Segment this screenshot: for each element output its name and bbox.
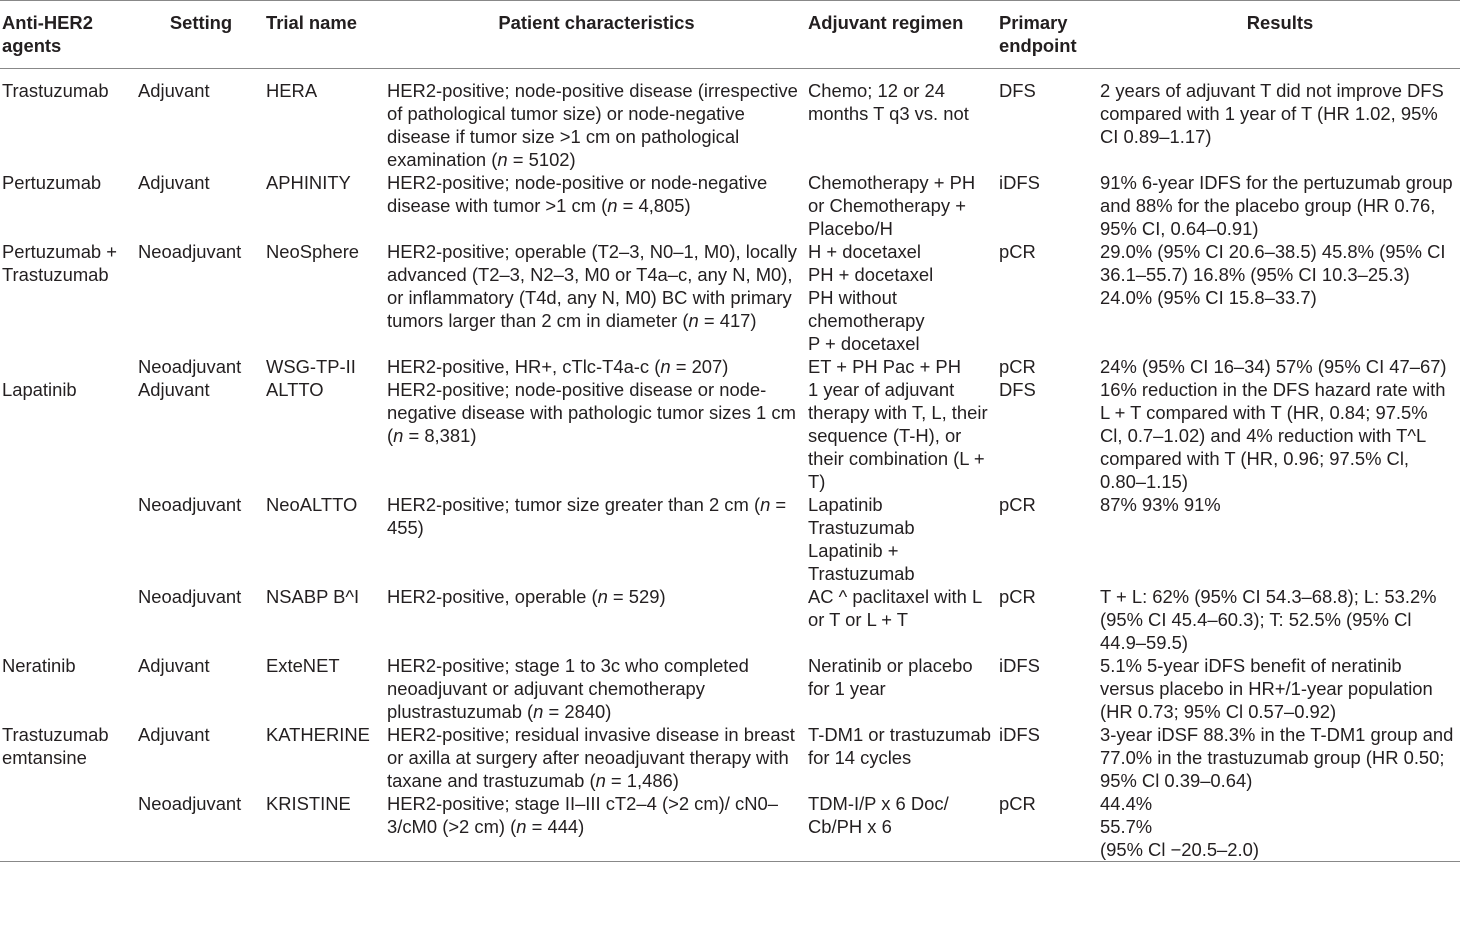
table-header (0, 1, 1460, 69)
cell-results: 16% reduction in the DFS hazard rate with L + T compared with T (HR, 0.84; 97.5% Cl, 0.7–1.02) and 4% reduction with T^L compared with T (HR, 0.96; 97.5% Cl, 0.80–1.15) (1100, 379, 1446, 492)
cell-agent: Lapatinib (2, 379, 77, 400)
cell-trial: ExteNET (266, 655, 340, 676)
cell-patients: HER2-positive; node-positive disease or node-negative disease with pathologic tumor sizes 1 cm (n = 8,381) (387, 379, 796, 446)
header-patients: Patient characteristics (385, 1, 806, 69)
cell-regimen: Chemo; 12 or 24 months T q3 vs. not (808, 80, 969, 124)
cell-patients: HER2-positive; stage 1 to 3c who completed neoadjuvant or adjuvant chemotherapy plustrastuzumab (n = 2840) (387, 655, 749, 722)
cell-endpoint: iDFS (999, 724, 1040, 745)
table-row (0, 355, 1460, 378)
table-row (0, 585, 1460, 654)
cell-trial: APHINITY (266, 172, 351, 193)
cell-endpoint: pCR (999, 586, 1036, 607)
cell-patients: HER2-positive; stage II–III cT2–4 (>2 cm)/ cN0–3/cM0 (>2 cm) (n = 444) (385, 792, 806, 862)
cell-results: 29.0% (95% CI 20.6–38.5) 45.8% (95% CI 36.1–55.7) 16.8% (95% CI 10.3–25.3) 24.0% (95% CI 15.8–33.7) (1100, 241, 1446, 308)
cell-results: 87% 93% 91% (1100, 494, 1221, 515)
header-setting: Setting (136, 1, 264, 69)
cell-endpoint: pCR (999, 241, 1036, 262)
cell-endpoint: iDFS (999, 172, 1040, 193)
table-row (0, 493, 1460, 585)
cell-patients: HER2-positive; node-positive disease (irrespective of pathological tumor size) or node-negative disease if tumor size >1 cm on pathological examination (n = 5102) (387, 80, 798, 170)
cell-trial: NSABP B^I (266, 586, 360, 607)
cell-trial: NeoALTTO (266, 494, 358, 515)
cell-endpoint: pCR (999, 356, 1036, 377)
cell-endpoint: DFS (999, 379, 1036, 400)
cell-trial: WSG-TP-II (266, 356, 356, 377)
cell-trial: HERA (266, 80, 318, 101)
cell-setting: Neoadjuvant (138, 494, 242, 515)
header-results: Results (1098, 1, 1460, 69)
cell-agent: Trastuzumab emtansine (2, 724, 109, 768)
cell-regimen: T-DM1 or trastuzumab for 14 cycles (808, 724, 991, 768)
cell-agent (0, 792, 136, 862)
cell-trial: KATHERINE (266, 724, 370, 745)
cell-endpoint: pCR (997, 792, 1098, 862)
cell-regimen: Neratinib or placebo for 1 year (808, 655, 973, 699)
cell-trial: NeoSphere (266, 241, 360, 262)
cell-endpoint: pCR (999, 494, 1036, 515)
header-regimen: Adjuvant regimen (806, 1, 997, 69)
cell-agent (0, 493, 136, 585)
cell-patients: HER2-positive, HR+, cTlc-T4a-c (n = 207) (387, 356, 729, 377)
table-row (0, 654, 1460, 723)
cell-patients: HER2-positive; operable (T2–3, N0–1, M0), locally advanced (T2–3, N2–3, M0 or T4a–c, any N, M0), or inflammatory (T4d, any N, M0) BC with primary tumors larger than 2 cm in diameter (n = 417) (387, 241, 797, 331)
cell-agent: Neratinib (2, 655, 76, 676)
cell-setting: Adjuvant (138, 655, 210, 676)
table-row (0, 378, 1460, 493)
cell-setting: Adjuvant (138, 379, 210, 400)
cell-regimen: 1 year of adjuvant therapy with T, L, their sequence (T-H), or their combination (L + T) (808, 379, 988, 492)
table-row (0, 723, 1460, 792)
cell-regimen: ET + PH Pac + PH (808, 356, 961, 377)
cell-results: 44.4% 55.7% (95% Cl −20.5–2.0) (1098, 792, 1460, 862)
cell-results: 24% (95% CI 16–34) 57% (95% CI 47–67) (1100, 356, 1447, 377)
cell-results: 91% 6-year IDFS for the pertuzumab group and 88% for the placebo group (HR 0.76, 95% CI, 0.64–0.91) (1100, 172, 1453, 239)
header-endpoint: Primary endpoint (997, 1, 1098, 69)
cell-patients: HER2-positive; tumor size greater than 2 cm (n = 455) (387, 494, 787, 538)
cell-regimen: AC ^ paclitaxel with L or T or L + T (808, 586, 982, 630)
cell-regimen: H + docetaxel PH + docetaxel PH without chemotherapy P + docetaxel (808, 241, 934, 354)
cell-regimen: TDM-I/P x 6 Doc/ Cb/PH x 6 (806, 792, 997, 862)
cell-results: 2 years of adjuvant T did not improve DFS compared with 1 year of T (HR 1.02, 95% CI 0.89–1.17) (1100, 80, 1444, 147)
cell-agent: Pertuzumab (2, 172, 102, 193)
cell-setting: Neoadjuvant (138, 356, 242, 377)
cell-agent (0, 585, 136, 654)
table-row (0, 240, 1460, 355)
cell-setting: Adjuvant (138, 172, 210, 193)
cell-setting: Neoadjuvant (138, 586, 242, 607)
cell-trial: KRISTINE (264, 792, 385, 862)
cell-patients: HER2-positive, operable (n = 529) (387, 586, 666, 607)
cell-patients: HER2-positive; residual invasive disease in breast or axilla at surgery after neoadjuvant therapy with taxane and trastuzumab (n = 1,486) (387, 724, 795, 791)
cell-setting: Adjuvant (138, 724, 210, 745)
cell-regimen: Chemotherapy + PH or Chemotherapy + Placebo/H (808, 172, 976, 239)
cell-regimen: Lapatinib Trastuzumab Lapatinib + Trastuzumab (808, 494, 915, 584)
table-row (0, 792, 1460, 862)
header-agents: Anti-HER2 agents (0, 1, 136, 69)
table-row (0, 171, 1460, 240)
cell-trial: ALTTO (266, 379, 324, 400)
cell-setting: Neoadjuvant (138, 241, 242, 262)
cell-endpoint: iDFS (999, 655, 1040, 676)
cell-results: 5.1% 5-year iDFS benefit of neratinib versus placebo in HR+/1-year population (HR 0.73; 95% Cl 0.57–0.92) (1100, 655, 1433, 722)
table-row (0, 69, 1460, 172)
cell-agent (0, 355, 136, 378)
cell-setting: Adjuvant (138, 80, 210, 101)
cell-setting: Neoadjuvant (136, 792, 264, 862)
cell-results: 3-year iDSF 88.3% in the T-DM1 group and 77.0% in the trastuzumab group (HR 0.50; 95% Cl 0.39–0.64) (1100, 724, 1454, 791)
cell-agent: Pertuzumab + Trastuzumab (2, 241, 118, 285)
cell-patients: HER2-positive; node-positive or node-negative disease with tumor >1 cm (n = 4,805) (387, 172, 768, 216)
cell-results: T + L: 62% (95% CI 54.3–68.8); L: 53.2% (95% CI 45.4–60.3); T: 52.5% (95% Cl 44.9–59.5) (1100, 586, 1437, 653)
cell-agent: Trastuzumab (2, 80, 109, 101)
cell-endpoint: DFS (999, 80, 1036, 101)
table-body (0, 69, 1460, 862)
header-trial: Trial name (264, 1, 385, 69)
